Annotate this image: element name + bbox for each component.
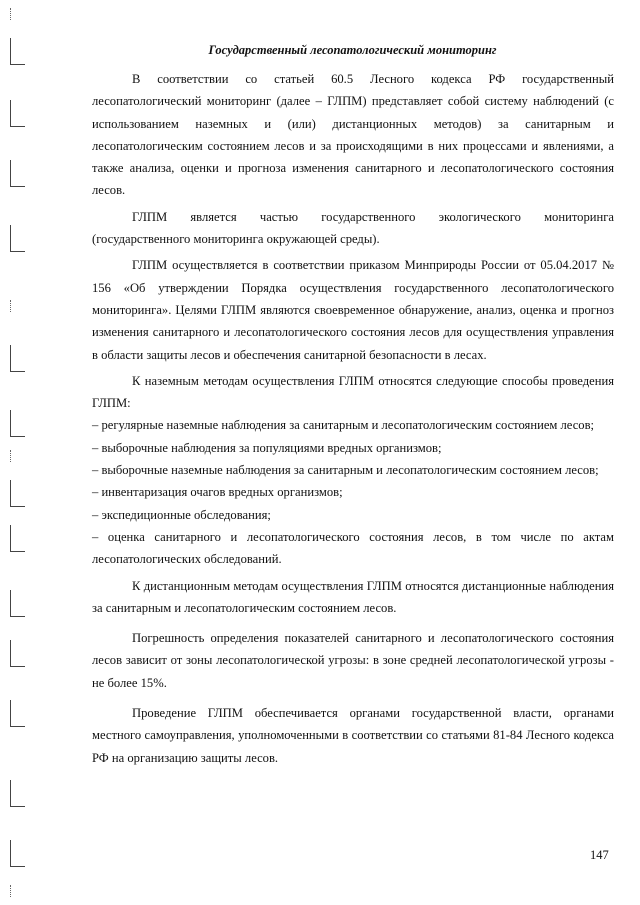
binding-mark [10,410,25,437]
binding-mark [10,590,25,617]
paragraph-responsibility: Проведение ГЛПМ обеспечивается органами государственной власти, органами местного самоуправления, уполномоченными в соответствии со статьями 81-84 Лесного кодекса РФ на организацию защиты лесов. [92,706,614,765]
page-number: 147 [590,848,609,862]
binding-mark [10,160,25,187]
list-item: – оценка санитарного и лесопатологического состояния лесов, в том числе по актам лесопатологических обследований. [92,529,614,567]
binding-mark [10,8,13,20]
binding-mark [10,885,13,897]
binding-mark [10,345,25,372]
paragraph-definition: В соответствии со статьей 60.5 Лесного кодекса РФ государственный лесопатологический мониторинг (далее – ГЛПМ) представляет собой систему наблюдений (с использованием наземных и (или) дистанционных методов) за санитарным и лесопатологическим состоянием лесов и за происходящими в них процессами и явлениями, а также анализа, оценки и прогноза изменения санитарного и лесопатологического состояния лесов. [92,72,614,198]
binding-mark [10,300,13,312]
binding-margin [0,0,48,905]
binding-mark [10,840,25,867]
list-item: – инвентаризация очагов вредных организмов; [92,485,343,500]
list-item: – выборочные наземные наблюдения за санитарным и лесопатологическим состоянием лесов; [92,463,599,478]
paragraph-order-and-goals: ГЛПМ осуществляется в соответствии приказом Минприроды России от 05.04.2017 № 156 «Об утверждении Порядка осуществления государственного лесопатологического мониторинга». Целями ГЛПМ являются своевременное обнаружение, анализ, оценка и прогноз изменения санитарного и лесопатологического состояния лесов для осуществления управления в области защиты лесов и обеспечения санитарной безопасности в лесах. [92,258,614,362]
paragraph-ground-methods: К наземным методам осуществления ГЛПМ относятся следующие способы проведения ГЛПМ: [92,373,614,411]
binding-mark [10,100,25,127]
binding-mark [10,450,13,462]
list-item: – экспедиционные обследования; [92,507,271,522]
binding-mark [10,480,25,507]
binding-mark [10,780,25,807]
paragraph-part-of-monitoring: ГЛПМ является частью государственного экологического мониторинга (государственного мониторинга окружающей среды). [92,209,614,247]
list-item: – регулярные наземные наблюдения за санитарным и лесопатологическим состоянием лесов; [92,418,595,433]
binding-mark [10,225,25,252]
document-title: Государственный лесопатологический мониторинг [208,43,497,57]
binding-mark [10,640,25,667]
paragraph-accuracy: Погрешность определения показателей санитарного и лесопатологического состояния лесов зависит от зоны лесопатологической угрозы: в зоне средней лесопатологической угрозы - не более 15%. [92,631,614,690]
document-body [92,68,614,769]
list-item: – выборочные наблюдения за популяциями вредных организмов; [92,440,442,455]
paragraph-remote-methods: К дистанционным методам осуществления ГЛПМ относятся дистанционные наблюдения за санитарным и лесопатологическим состоянием лесов. [92,578,614,615]
binding-mark [10,700,25,727]
binding-mark [10,38,25,65]
binding-mark [10,525,25,552]
